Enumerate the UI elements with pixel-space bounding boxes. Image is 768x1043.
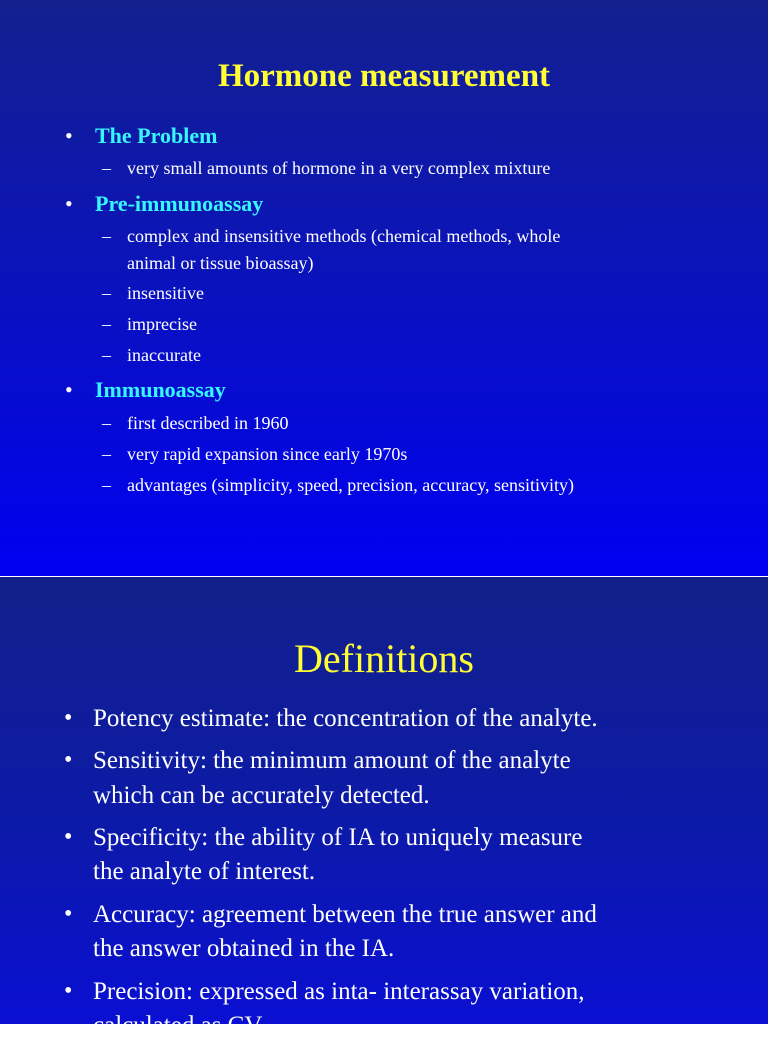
list-item: very rapid expansion since early 1970s <box>127 444 408 464</box>
dash-icon: – <box>102 345 111 365</box>
definition-potency: Potency estimate: the concentration of the analyte. <box>93 705 598 732</box>
bullet-icon: • <box>64 705 73 731</box>
definition-accuracy-continued: the answer obtained in the IA. <box>93 935 395 962</box>
dash-icon: – <box>102 444 111 464</box>
slide-title: Definitions <box>294 636 474 681</box>
definition-specificity: Specificity: the ability of IA to uniquely measure <box>93 824 583 851</box>
bullet-icon: • <box>65 123 73 148</box>
dash-icon: – <box>102 314 111 334</box>
list-item: advantages (simplicity, speed, precision, accuracy, sensitivity) <box>127 475 575 495</box>
list-item: very small amounts of hormone in a very complex mixture <box>127 158 551 178</box>
bullet-icon: • <box>64 901 73 927</box>
list-item: imprecise <box>127 314 197 334</box>
list-item: complex and insensitive methods (chemical methods, whole <box>127 226 561 246</box>
list-item: inaccurate <box>127 345 201 365</box>
dash-icon: – <box>102 413 111 433</box>
list-item: insensitive <box>127 283 204 303</box>
definition-specificity-continued: the analyte of interest. <box>93 858 316 885</box>
dash-icon: – <box>102 158 111 178</box>
section-heading-problem: The Problem <box>95 123 218 148</box>
definition-sensitivity: Sensitivity: the minimum amount of the analyte <box>93 747 571 774</box>
definition-precision-continued: calculated as CV. <box>93 1012 266 1039</box>
bullet-icon: • <box>64 747 73 773</box>
section-heading-immunoassay: Immunoassay <box>95 377 226 402</box>
dash-icon: – <box>102 283 111 303</box>
slide-title: Hormone measurement <box>217 58 551 94</box>
bullet-icon: • <box>64 978 73 1004</box>
definition-precision: Precision: expressed as inta- interassay variation, <box>93 978 585 1005</box>
bullet-icon: • <box>65 191 73 216</box>
dash-icon: – <box>102 226 111 246</box>
bullet-icon: • <box>64 824 73 850</box>
list-item-continuation: animal or tissue bioassay) <box>127 253 314 273</box>
definition-accuracy: Accuracy: agreement between the true answer and <box>93 901 597 928</box>
dash-icon: – <box>102 475 111 495</box>
list-item: first described in 1960 <box>127 413 289 433</box>
bullet-icon: • <box>65 377 73 402</box>
definition-sensitivity-continued: which can be accurately detected. <box>93 782 430 809</box>
slide-definitions <box>0 577 768 1039</box>
section-heading-pre-immunoassay: Pre-immunoassay <box>95 191 264 216</box>
